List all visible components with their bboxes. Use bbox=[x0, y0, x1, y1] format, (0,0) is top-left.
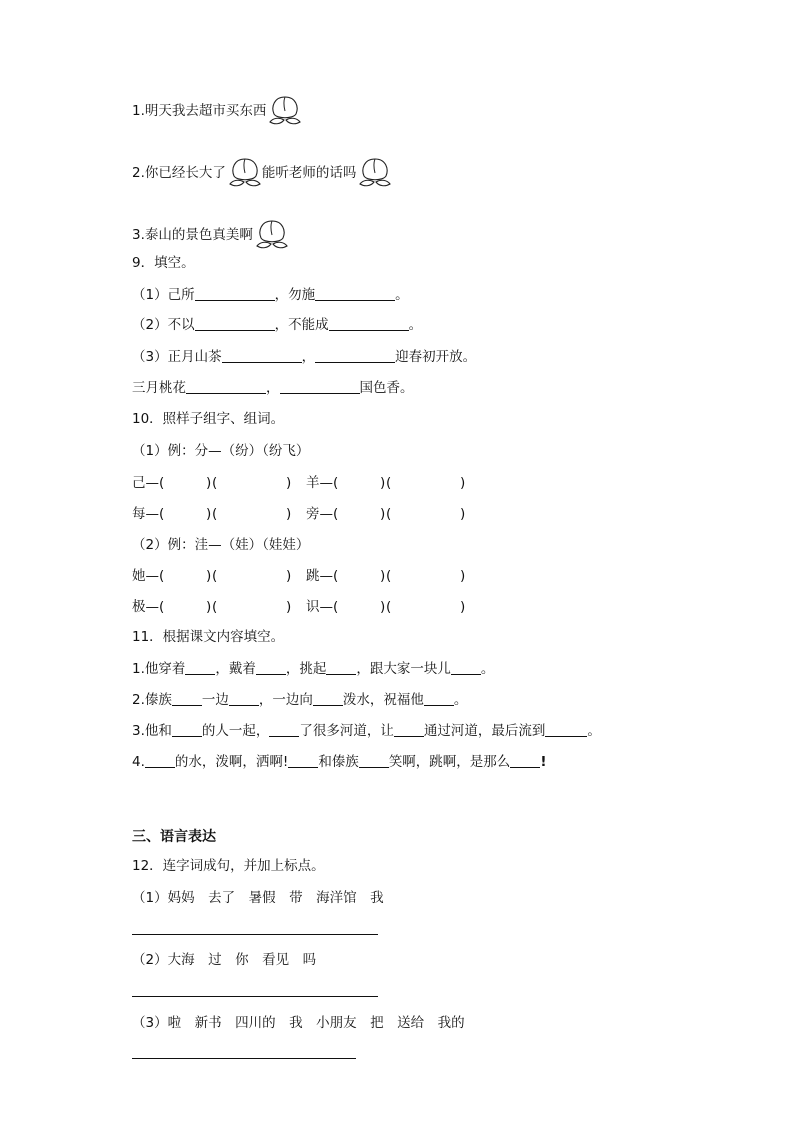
q10-row-4-right: 识—( bbox=[306, 599, 339, 615]
paren-close: ) bbox=[206, 599, 212, 615]
q11-line-4 bbox=[132, 753, 546, 771]
q9-l4-c: 国色香。 bbox=[359, 380, 414, 396]
paren-close: ) bbox=[286, 475, 292, 491]
q11-l4-seg: 4. bbox=[132, 754, 145, 770]
q9-l3-a: （3）正月山茶 bbox=[132, 349, 222, 365]
q11-l1-seg: ，挑起 bbox=[285, 661, 327, 677]
paren-close: ) bbox=[286, 506, 292, 522]
paren-close: ) bbox=[206, 568, 212, 584]
answer-blank[interactable] bbox=[172, 722, 202, 737]
answer-blank[interactable] bbox=[315, 348, 395, 363]
answer-blank[interactable] bbox=[186, 379, 266, 394]
answer-blank[interactable] bbox=[195, 286, 275, 301]
q9-l1-a: （1）己所 bbox=[132, 287, 195, 303]
answer-blank[interactable] bbox=[329, 316, 409, 331]
answer-blank[interactable] bbox=[510, 753, 540, 768]
q9-title: 9．填空。 bbox=[132, 255, 195, 271]
paren-close: ) bbox=[380, 599, 386, 615]
q9-l2-b: ，不能成 bbox=[274, 317, 329, 333]
paren-close: ) bbox=[206, 506, 212, 522]
answer-blank[interactable] bbox=[195, 316, 275, 331]
q9-l3-c: 迎春初开放。 bbox=[395, 349, 477, 365]
q10-row-3-right: 跳—( bbox=[306, 568, 339, 584]
paren-open: ( bbox=[212, 475, 218, 491]
q11-title: 11．根据课文内容填空。 bbox=[132, 629, 285, 645]
paren-open: ( bbox=[212, 506, 218, 522]
paren-open: ( bbox=[212, 599, 218, 615]
answer-line[interactable] bbox=[132, 934, 378, 935]
q10-row-3-left: 她—( bbox=[132, 568, 165, 584]
q12-title: 12．连字词成句，并加上标点。 bbox=[132, 858, 325, 874]
answer-blank[interactable] bbox=[280, 379, 360, 394]
q11-l3-seg: 的人一起， bbox=[201, 723, 270, 739]
answer-blank[interactable] bbox=[359, 753, 389, 768]
q9-l2-a: （2）不以 bbox=[132, 317, 195, 333]
answer-blank[interactable] bbox=[172, 691, 202, 706]
answer-blank[interactable] bbox=[424, 691, 454, 706]
q9-line-2 bbox=[132, 316, 422, 334]
q9-l4-a: 三月桃花 bbox=[132, 380, 186, 396]
q9-l2-c: 。 bbox=[408, 317, 423, 333]
q11-line-3 bbox=[132, 722, 601, 740]
answer-blank[interactable] bbox=[394, 722, 424, 737]
paren-close: ) bbox=[206, 475, 212, 491]
q11-l4-seg: 笑啊，跳啊，是那么 bbox=[388, 754, 511, 770]
answer-line[interactable] bbox=[132, 996, 378, 997]
q9-line-3 bbox=[132, 348, 476, 366]
q9-l1-b: ，勿施 bbox=[274, 287, 316, 303]
q9-line-4 bbox=[132, 379, 414, 397]
paren-close: ) bbox=[460, 599, 466, 615]
q12-prompt-2: （2）大海 过 你 看见 吗 bbox=[132, 952, 317, 968]
paren-open: ( bbox=[386, 475, 392, 491]
q11-l1-seg: ，跟大家一块儿 bbox=[356, 661, 451, 677]
answer-blank[interactable] bbox=[222, 348, 302, 363]
peach-icon bbox=[358, 155, 392, 196]
q11-l2-seg: 一边 bbox=[201, 692, 229, 708]
answer-blank[interactable] bbox=[315, 286, 395, 301]
q8-item-2-text-before: 2.你已经长大了 bbox=[132, 165, 226, 181]
paren-close: ) bbox=[460, 475, 466, 491]
q11-l3-seg: 通过河道，最后流到 bbox=[423, 723, 546, 739]
paren-close: ) bbox=[286, 568, 292, 584]
answer-blank[interactable] bbox=[288, 753, 318, 768]
answer-blank[interactable] bbox=[185, 660, 215, 675]
q10-row-2-right: 旁—( bbox=[306, 506, 339, 522]
answer-blank[interactable] bbox=[145, 753, 175, 768]
paren-close: ) bbox=[380, 568, 386, 584]
q8-item-2-text-after: 能听老师的话吗 bbox=[261, 165, 357, 181]
q11-line-1 bbox=[132, 660, 494, 678]
peach-icon bbox=[255, 217, 289, 258]
q10-example-1: （1）例：分—（纷）（纷飞） bbox=[132, 443, 310, 459]
q8-item-3 bbox=[132, 217, 289, 258]
q10-row-1-left: 己—( bbox=[132, 475, 165, 491]
q11-l4-seg: 和傣族 bbox=[318, 754, 359, 770]
q8-item-3-text: 3.泰山的景色真美啊 bbox=[132, 227, 253, 243]
answer-blank[interactable] bbox=[256, 660, 286, 675]
answer-blank[interactable] bbox=[326, 660, 356, 675]
q12-prompt-3: （3）啦 新书 四川的 我 小朋友 把 送给 我的 bbox=[132, 1015, 465, 1031]
q9-l1-c: 。 bbox=[395, 287, 409, 303]
q11-l2-seg: 2.傣族 bbox=[132, 692, 172, 708]
q11-l4-seg: 的水，泼啊，洒啊! bbox=[174, 754, 289, 770]
q10-title: 10．照样子组字、组词。 bbox=[132, 411, 285, 427]
answer-blank[interactable] bbox=[313, 691, 343, 706]
paren-close: ) bbox=[380, 506, 386, 522]
q10-row-1-right: 羊—( bbox=[306, 475, 339, 491]
q11-l2-seg: 泼水，祝福他 bbox=[342, 692, 424, 708]
answer-blank[interactable] bbox=[451, 660, 481, 675]
answer-blank[interactable] bbox=[269, 722, 299, 737]
q11-l1-seg: ，戴着 bbox=[215, 661, 256, 677]
answer-line[interactable] bbox=[132, 1058, 356, 1059]
q10-row-4-left: 极—( bbox=[132, 599, 165, 615]
answer-blank[interactable] bbox=[229, 691, 259, 706]
q11-l3-seg: 。 bbox=[587, 723, 601, 739]
q9-l3-b: ， bbox=[301, 349, 316, 365]
paren-close: ) bbox=[380, 475, 386, 491]
q9-l4-b: ， bbox=[266, 380, 280, 396]
q9-line-1 bbox=[132, 286, 409, 304]
q11-l2-seg: 。 bbox=[453, 692, 468, 708]
paren-open: ( bbox=[212, 568, 218, 584]
q10-example-2: （2）例：洼—（娃）（娃娃） bbox=[132, 537, 310, 553]
answer-blank[interactable] bbox=[545, 722, 587, 737]
paren-open: ( bbox=[386, 599, 392, 615]
peach-icon bbox=[228, 155, 262, 196]
q11-l1-seg: 。 bbox=[480, 661, 495, 677]
peach-icon bbox=[268, 93, 302, 134]
q11-l1-seg: 1.他穿着 bbox=[132, 661, 186, 677]
q12-prompt-1: （1）妈妈 去了 暑假 带 海洋馆 我 bbox=[132, 890, 384, 906]
paren-open: ( bbox=[386, 568, 392, 584]
q11-l2-seg: ，一边向 bbox=[258, 692, 313, 708]
q11-line-2 bbox=[132, 691, 467, 709]
section-title: 三、语言表达 bbox=[132, 829, 216, 845]
q11-l3-seg: 了很多河道，让 bbox=[299, 723, 394, 739]
q8-item-1 bbox=[132, 93, 302, 134]
paren-open: ( bbox=[386, 506, 392, 522]
q8-item-2 bbox=[132, 155, 392, 196]
paren-close: ) bbox=[460, 506, 466, 522]
paren-close: ) bbox=[460, 568, 466, 584]
q10-row-2-left: 每—( bbox=[132, 506, 165, 522]
q11-l4-seg: ! bbox=[540, 754, 547, 770]
paren-close: ) bbox=[286, 599, 292, 615]
q8-item-1-text: 1.明天我去超市买东西 bbox=[132, 103, 267, 119]
q11-l3-seg: 3.他和 bbox=[132, 723, 172, 739]
